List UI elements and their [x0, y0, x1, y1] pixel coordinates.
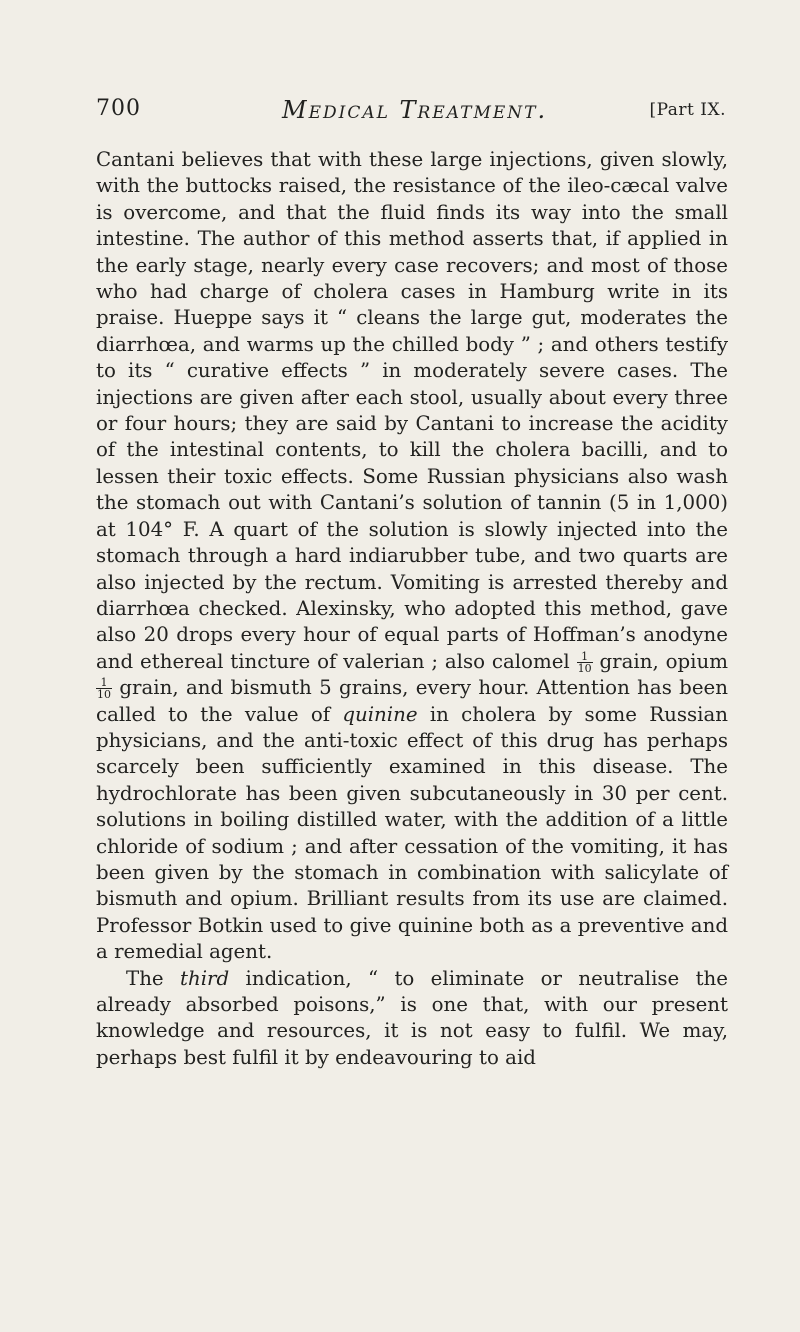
- emphasis-quinine: quinine: [342, 702, 418, 726]
- running-head-word-1: Medical: [282, 96, 390, 124]
- emphasis-third: third: [180, 966, 230, 990]
- fraction-denominator: 10: [577, 661, 592, 675]
- paragraph-1-text-3: grain, and bismuth 5 grains, every hour. Attention has been called to the value of: [96, 676, 728, 726]
- fraction-opium-dose: [96, 677, 112, 700]
- fraction-calomel-dose: [577, 651, 593, 674]
- fraction-numerator: 1: [96, 677, 112, 689]
- page-number: 700: [96, 96, 141, 121]
- paragraph-1-text-1: Cantani believes that with these large injections, given slowly, with the buttocks raised, the resistance of the ileo-cæcal valve is overcome, and that the fluid finds its way into the small intestine. The author of this method asserts that, if applied in the early stage, nearly every case recovers; and most of those who had charge of cholera cases in Hamburg write in its praise. Hueppe says it “ cleans the large gut, moderates the diarrhœa, and warms up the chilled body ” ; and others testify to its “ curative effects ” in moderately severe cases. The injections are given after each stool, usually about every three or four hours; they are said by Cantani to increase the acidity of the intestinal contents, to kill the cholera bacilli, and to lessen their toxic effects. Some Russian physicians also wash the stomach out with Cantani’s solution of tannin (5 in 1,000) at 104° F. A quart of the solution is slowly injected into the stomach through a hard indiarubber tube, and two quarts are also injected by the rectum. Vomiting is arrested thereby and diarrhœa checked. Alexinsky, who adopted this method, gave also 20 drops every hour of equal parts of Hoffman’s anodyne and ethereal tincture of valerian ; also calomel: [96, 148, 728, 673]
- paragraph-2-text-2: indication, “ to eliminate or neutralise the already absorbed poisons,” is one that, with our present knowledge and resources, it is not easy to fulfil. We may, perhaps best fulfil it by endeavouring to aid: [96, 966, 728, 1069]
- fraction-denominator: 10: [97, 688, 111, 702]
- running-head-word-2: Treatment.: [399, 96, 548, 124]
- part-label: [Part IX.: [649, 100, 726, 120]
- page-header: [96, 96, 726, 130]
- paragraph-1-text-2: grain, opium: [599, 649, 728, 673]
- paragraph-2: [96, 966, 728, 1072]
- body-text: [96, 147, 728, 1071]
- fraction-numerator: 1: [577, 651, 593, 663]
- paragraph-1: [96, 147, 728, 966]
- paragraph-2-text-1: The: [126, 966, 164, 990]
- running-head: [282, 96, 547, 124]
- paragraph-1-text-4: in cholera by some Russian physicians, and the anti-toxic effect of this drug has perhaps scarcely been sufficiently examined in this disease. The hydrochlorate has been given subcutaneously in 30 per cent. solutions in boiling distilled water, with the addition of a little chloride of sodium ; and after cessation of the vomiting, it has been given by the stomach in combination with salicylate of bismuth and opium. Brilliant results from its use are claimed. Professor Botkin used to give quinine both as a preventive and a remedial agent.: [96, 702, 729, 964]
